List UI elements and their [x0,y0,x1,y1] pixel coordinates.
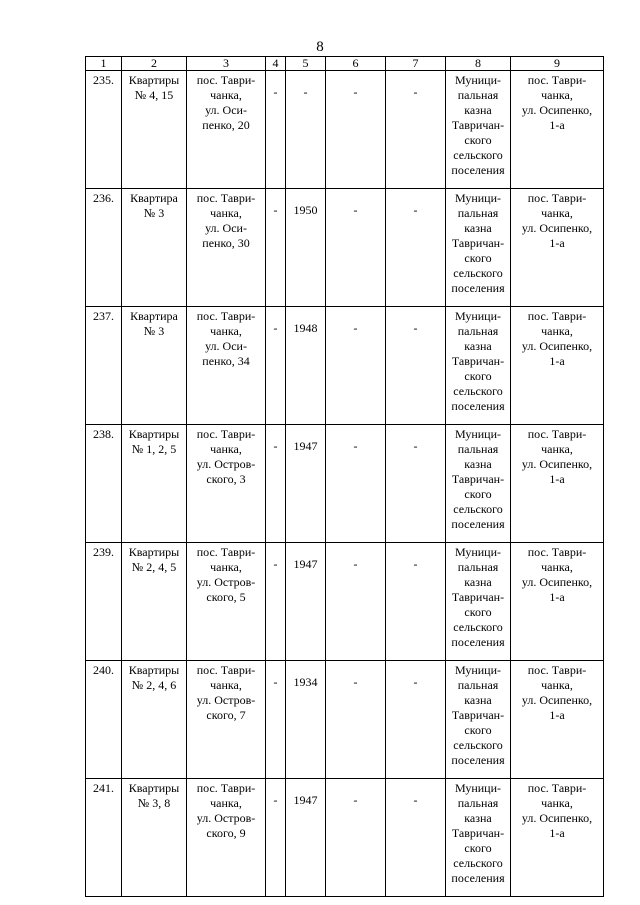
column-number-2: 2 [122,57,187,71]
column-4-cell: - [266,307,286,425]
owner-cell [446,779,511,897]
object-address-line: пос. Таври- [196,191,256,205]
owner-line: ского [464,841,492,855]
year-cell: 1934 [286,661,326,779]
object-name-line: № 3 [143,324,165,338]
owner-line: поселения [451,517,505,531]
owner-line: сельского [453,856,503,870]
owner-line: казна [464,811,492,825]
object-name-cell [122,71,187,189]
owner-line: поселения [451,163,505,177]
owner-address-cell [511,425,604,543]
owner-address-line: 1-а [549,118,565,132]
row-number-cell: 239. [86,543,122,661]
owner-line: Тавричан- [451,118,505,132]
owner-cell [446,661,511,779]
column-number-4: 4 [266,57,286,71]
column-6-cell: - [326,543,386,661]
object-address-line: пос. Таври- [196,427,256,441]
page-number: 8 [316,39,324,55]
column-7-cell: - [386,779,446,897]
owner-line: Тавричан- [451,472,505,486]
column-7-cell: - [386,425,446,543]
column-7-cell: - [386,543,446,661]
owner-address-line: 1-а [549,472,565,486]
owner-line: поселения [451,871,505,885]
owner-address-line: чанка, [541,442,573,456]
row-number-cell: 236. [86,189,122,307]
object-name-line: № 4, 15 [134,88,174,102]
owner-line: пальная [457,88,499,102]
column-6-cell: - [326,661,386,779]
column-4-cell: - [266,425,286,543]
owner-address-line: 1-а [549,590,565,604]
property-registry-table [85,56,604,897]
row-number-cell: 237. [86,307,122,425]
owner-line: сельского [453,148,503,162]
column-4-cell: - [266,543,286,661]
owner-address-line: чанка, [541,206,573,220]
row-number-cell: 241. [86,779,122,897]
owner-address-line: чанка, [541,560,573,574]
owner-address-line: чанка, [541,88,573,102]
owner-line: поселения [451,281,505,295]
object-name-cell [122,307,187,425]
object-name-line: № 3, 8 [137,796,171,810]
owner-address-line: пос. Таври- [527,73,587,87]
owner-line: пальная [457,678,499,692]
owner-address-line: ул. Осипенко, [521,103,593,117]
row-number-cell: 238. [86,425,122,543]
owner-address-line: 1-а [549,826,565,840]
object-address-line: чанка, [210,88,242,102]
owner-line: сельского [453,620,503,634]
column-4-cell: - [266,661,286,779]
owner-line: Муници- [454,663,502,677]
owner-address-line: пос. Таври- [527,309,587,323]
owner-address-cell [511,661,604,779]
owner-line: ского [464,487,492,501]
object-address-line: чанка, [210,324,242,338]
object-address-line: ского, 7 [206,708,246,722]
table-body [86,57,604,897]
owner-line: Муници- [454,545,502,559]
row-number-cell: 240. [86,661,122,779]
owner-line: поселения [451,399,505,413]
object-name-line: Квартиры [128,781,180,795]
owner-address-line: ул. Осипенко, [521,575,593,589]
owner-address-line: ул. Осипенко, [521,339,593,353]
owner-line: казна [464,103,492,117]
owner-address-line: 1-а [549,708,565,722]
column-number-9: 9 [511,57,604,71]
owner-line: пальная [457,796,499,810]
object-name-line: Квартира [130,191,178,205]
object-address-line: чанка, [210,796,242,810]
column-6-cell: - [326,307,386,425]
object-address-cell [187,779,266,897]
owner-address-line: ул. Осипенко, [521,221,593,235]
owner-line: сельского [453,266,503,280]
owner-address-cell [511,71,604,189]
object-address-line: ул. Остров- [196,575,256,589]
owner-line: Муници- [454,781,502,795]
table-row [86,425,604,543]
object-address-line: пенко, 30 [202,236,250,250]
owner-line: Муници- [454,73,502,87]
owner-line: пальная [457,324,499,338]
owner-line: Муници- [454,427,502,441]
object-address-line: пос. Таври- [196,545,256,559]
column-7-cell: - [386,307,446,425]
object-address-line: пос. Таври- [196,781,256,795]
object-name-line: Квартира [130,309,178,323]
owner-line: ского [464,251,492,265]
object-name-cell [122,189,187,307]
object-address-line: ул. Остров- [196,457,256,471]
owner-cell [446,543,511,661]
object-address-line: пос. Таври- [196,73,256,87]
object-name-line: Квартиры [128,663,180,677]
object-address-cell [187,71,266,189]
owner-line: сельского [453,502,503,516]
object-address-line: чанка, [210,206,242,220]
object-address-cell [187,661,266,779]
column-number-8: 8 [446,57,511,71]
column-6-cell: - [326,425,386,543]
owner-line: казна [464,693,492,707]
owner-line: сельского [453,384,503,398]
owner-line: Тавричан- [451,236,505,250]
object-name-line: № 3 [143,206,165,220]
table-row [86,779,604,897]
owner-address-line: ул. Осипенко, [521,693,593,707]
row-number-cell: 235. [86,71,122,189]
owner-line: Муници- [454,309,502,323]
owner-line: казна [464,221,492,235]
object-name-cell [122,661,187,779]
owner-line: Тавричан- [451,826,505,840]
year-cell: - [286,71,326,189]
object-address-line: ского, 9 [206,826,246,840]
object-address-line: пос. Таври- [196,663,256,677]
owner-line: поселения [451,753,505,767]
object-name-cell [122,425,187,543]
owner-address-line: чанка, [541,678,573,692]
owner-address-line: ул. Осипенко, [521,811,593,825]
owner-address-line: ул. Осипенко, [521,457,593,471]
owner-cell [446,71,511,189]
owner-address-cell [511,189,604,307]
object-name-cell [122,779,187,897]
year-cell: 1947 [286,425,326,543]
object-address-line: пенко, 34 [202,354,250,368]
table-row [86,189,604,307]
object-address-cell [187,307,266,425]
owner-line: казна [464,575,492,589]
table-row [86,543,604,661]
owner-line: казна [464,457,492,471]
object-name-line: № 1, 2, 5 [131,442,177,456]
column-4-cell: - [266,779,286,897]
owner-line: сельского [453,738,503,752]
year-cell: 1947 [286,779,326,897]
year-cell: 1950 [286,189,326,307]
owner-address-line: пос. Таври- [527,427,587,441]
object-address-cell [187,543,266,661]
owner-line: Тавричан- [451,708,505,722]
object-address-line: пенко, 20 [202,118,250,132]
column-number-7: 7 [386,57,446,71]
column-4-cell: - [266,71,286,189]
object-address-line: ского, 3 [206,472,246,486]
object-address-cell [187,189,266,307]
owner-line: поселения [451,635,505,649]
owner-line: пальная [457,206,499,220]
column-4-cell: - [266,189,286,307]
owner-address-line: пос. Таври- [527,781,587,795]
owner-address-line: чанка, [541,796,573,810]
owner-cell [446,189,511,307]
year-cell: 1948 [286,307,326,425]
column-number-6: 6 [326,57,386,71]
table-row [86,307,604,425]
owner-cell [446,425,511,543]
object-address-line: ул. Оси- [205,221,247,235]
owner-cell [446,307,511,425]
object-address-line: чанка, [210,442,242,456]
owner-line: ского [464,605,492,619]
object-address-line: ул. Остров- [196,811,256,825]
object-address-line: ского, 5 [206,590,246,604]
year-cell: 1947 [286,543,326,661]
owner-line: ского [464,369,492,383]
column-7-cell: - [386,71,446,189]
owner-line: Тавричан- [451,590,505,604]
object-name-line: Квартиры [128,545,180,559]
column-number-1: 1 [86,57,122,71]
column-number-3: 3 [187,57,266,71]
object-name-line: Квартиры [128,427,180,441]
owner-line: пальная [457,560,499,574]
owner-address-cell [511,543,604,661]
column-6-cell: - [326,71,386,189]
owner-line: Муници- [454,191,502,205]
table-row [86,661,604,779]
object-name-cell [122,543,187,661]
object-address-line: ул. Оси- [205,339,247,353]
owner-line: пальная [457,442,499,456]
object-name-line: Квартиры [128,73,180,87]
owner-address-cell [511,779,604,897]
column-number-5: 5 [286,57,326,71]
column-6-cell: - [326,189,386,307]
owner-address-line: 1-а [549,236,565,250]
object-name-line: № 2, 4, 5 [131,560,177,574]
object-address-line: чанка, [210,560,242,574]
object-name-line: № 2, 4, 6 [131,678,177,692]
column-7-cell: - [386,189,446,307]
owner-address-cell [511,307,604,425]
object-address-line: ул. Оси- [205,103,247,117]
owner-line: ского [464,723,492,737]
owner-address-line: пос. Таври- [527,191,587,205]
object-address-line: пос. Таври- [196,309,256,323]
column-7-cell: - [386,661,446,779]
owner-line: Тавричан- [451,354,505,368]
owner-address-line: 1-а [549,354,565,368]
object-address-line: ул. Остров- [196,693,256,707]
object-address-cell [187,425,266,543]
table-row [86,71,604,189]
column-number-row [86,57,604,71]
owner-address-line: пос. Таври- [527,663,587,677]
owner-address-line: чанка, [541,324,573,338]
owner-line: ского [464,133,492,147]
object-address-line: чанка, [210,678,242,692]
owner-address-line: пос. Таври- [527,545,587,559]
owner-line: казна [464,339,492,353]
column-6-cell: - [326,779,386,897]
